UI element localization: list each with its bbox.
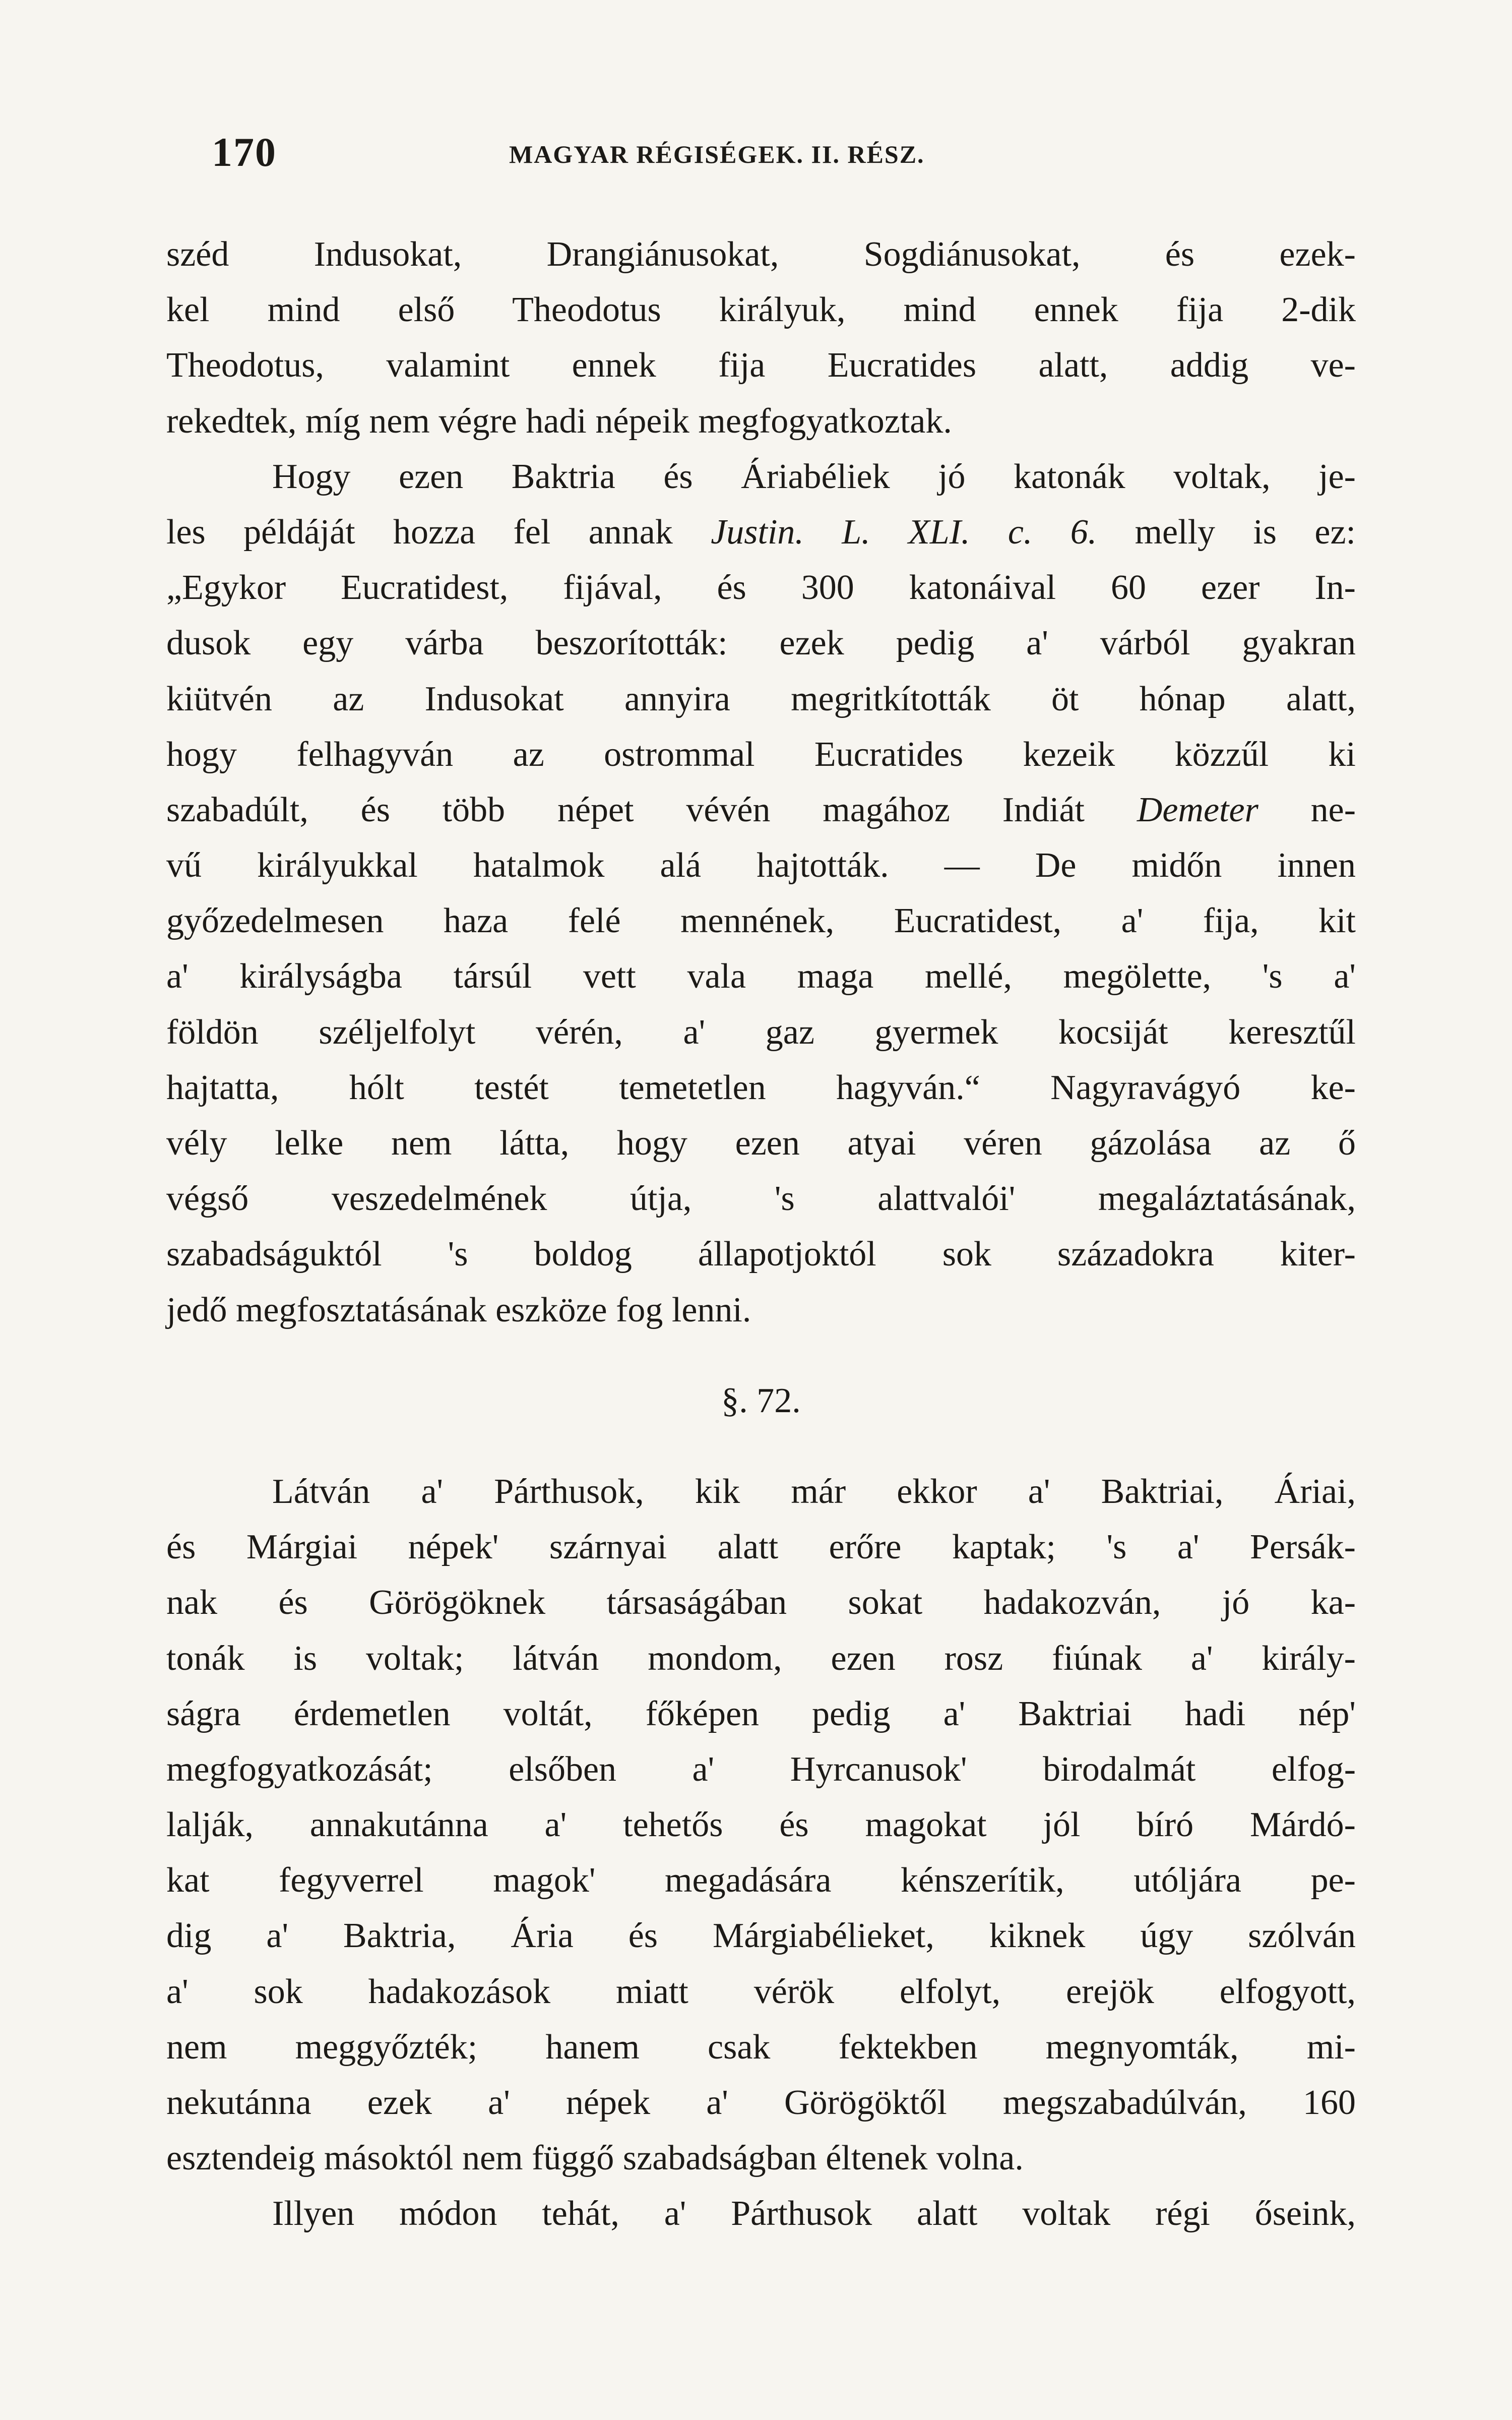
text-line: tonák is voltak; látván mondom, ezen rosz fiúnak a' király- [166, 1639, 1356, 1678]
text-line: „Egykor Eucratidest, fijával, és 300 katonáival 60 ezer In- [166, 568, 1356, 608]
text-line: kel mind első Theodotus királyuk, mind ennek fija 2-dik [166, 290, 1356, 330]
text-segment: ne- [1258, 790, 1356, 829]
body-text [166, 227, 1356, 2242]
text-line: és Márgiai népek' szárnyai alatt erőre kaptak; 's a' Persák- [166, 1528, 1356, 1567]
text-segment: melly is ez: [1097, 512, 1356, 552]
text-segment: les példáját hozza fel annak [166, 512, 711, 552]
text-segment: szabadúlt, és több népet vévén magához Indiát [166, 790, 1137, 829]
text-line: hajtatta, hólt testét temetetlen hagyván.“ Nagyravágyó ke- [166, 1068, 1356, 1107]
text-line: Illyen módon tehát, a' Párthusok alatt voltak régi őseink, [272, 2194, 1356, 2233]
spacer [166, 1429, 1356, 1464]
text-line: a' királyságba társúl vett vala maga mellé, megölette, 's a' [166, 957, 1356, 996]
text-line: vű királyukkal hatalmok alá hajtották. — De midőn innen [166, 846, 1356, 885]
running-title: MAGYAR RÉGISÉGEK. II. RÉSZ. [509, 140, 925, 168]
name-italic: Demeter [1137, 790, 1258, 829]
text-line-with-name [166, 782, 1356, 838]
text-line: jedő megfosztatásának eszköze fog lenni. [166, 1290, 751, 1329]
text-line: kiütvén az Indusokat annyira megritkították öt hónap alatt, [166, 679, 1356, 718]
text-line: hogy felhagyván az ostrommal Eucratides kezeik közzűl ki [166, 735, 1356, 774]
citation-italic: Justin. L. XLI. c. 6. [711, 512, 1097, 552]
text-line: szabadságuktól 's boldog állapotjoktól sok századokra kiter- [166, 1235, 1356, 1274]
spacer [166, 1338, 1356, 1373]
text-line: széd Indusokat, Drangiánusokat, Sogdiánusokat, és ezek- [166, 235, 1356, 274]
text-line: végső veszedelmének útja, 's alattvalói' megaláztatásának, [166, 1179, 1356, 1219]
text-line: földön széljelfolyt vérén, a' gaz gyermek kocsiját keresztűl [166, 1012, 1356, 1052]
text-line: a' sok hadakozások miatt vérök elfolyt, erejök elfogyott, [166, 1972, 1356, 2011]
text-line-with-citation [166, 505, 1356, 560]
text-line: Hogy ezen Baktria és Áriabéliek jó katonák voltak, je- [272, 457, 1356, 496]
text-line: nak és Görögöknek társaságában sokat hadakozván, jó ka- [166, 1583, 1356, 1622]
page-header [212, 129, 1371, 174]
text-line: rekedtek, míg nem végre hadi népeik megfogyatkoztak. [166, 401, 952, 441]
text-line: kat fegyverrel magok' megadására kénszerítik, utóljára pe- [166, 1861, 1356, 1900]
text-line: dig a' Baktria, Ária és Márgiabélieket, kiknek úgy szólván [166, 1916, 1356, 1956]
text-line: esztendeig másoktól nem függő szabadságban éltenek volna. [166, 2139, 1024, 2178]
text-line: Látván a' Párthusok, kik már ekkor a' Baktriai, Áriai, [272, 1472, 1356, 1511]
page-number: 170 [212, 129, 277, 175]
text-line: Theodotus, valamint ennek fija Eucratides alatt, addig ve- [166, 346, 1356, 385]
text-line: vély lelke nem látta, hogy ezen atyai véren gázolása az ő [166, 1124, 1356, 1163]
text-line: nekutánna ezek a' népek a' Görögöktől megszabadúlván, 160 [166, 2083, 1356, 2122]
section-heading: §. 72. [721, 1381, 801, 1420]
text-line: ságra érdemetlen voltát, főképen pedig a' Baktriai hadi nép' [166, 1694, 1356, 1733]
text-line: dusok egy várba beszorították: ezek pedig a' várból gyakran [166, 624, 1356, 663]
text-line: győzedelmesen haza felé mennének, Eucratidest, a' fija, kit [166, 901, 1356, 941]
text-line: megfogyatkozását; elsőben a' Hyrcanusok' birodalmát elfog- [166, 1749, 1356, 1789]
text-line: nem meggyőzték; hanem csak fektekben megnyomták, mi- [166, 2027, 1356, 2067]
text-line: lalják, annakutánna a' tehetős és magokat jól bíró Márdó- [166, 1805, 1356, 1845]
